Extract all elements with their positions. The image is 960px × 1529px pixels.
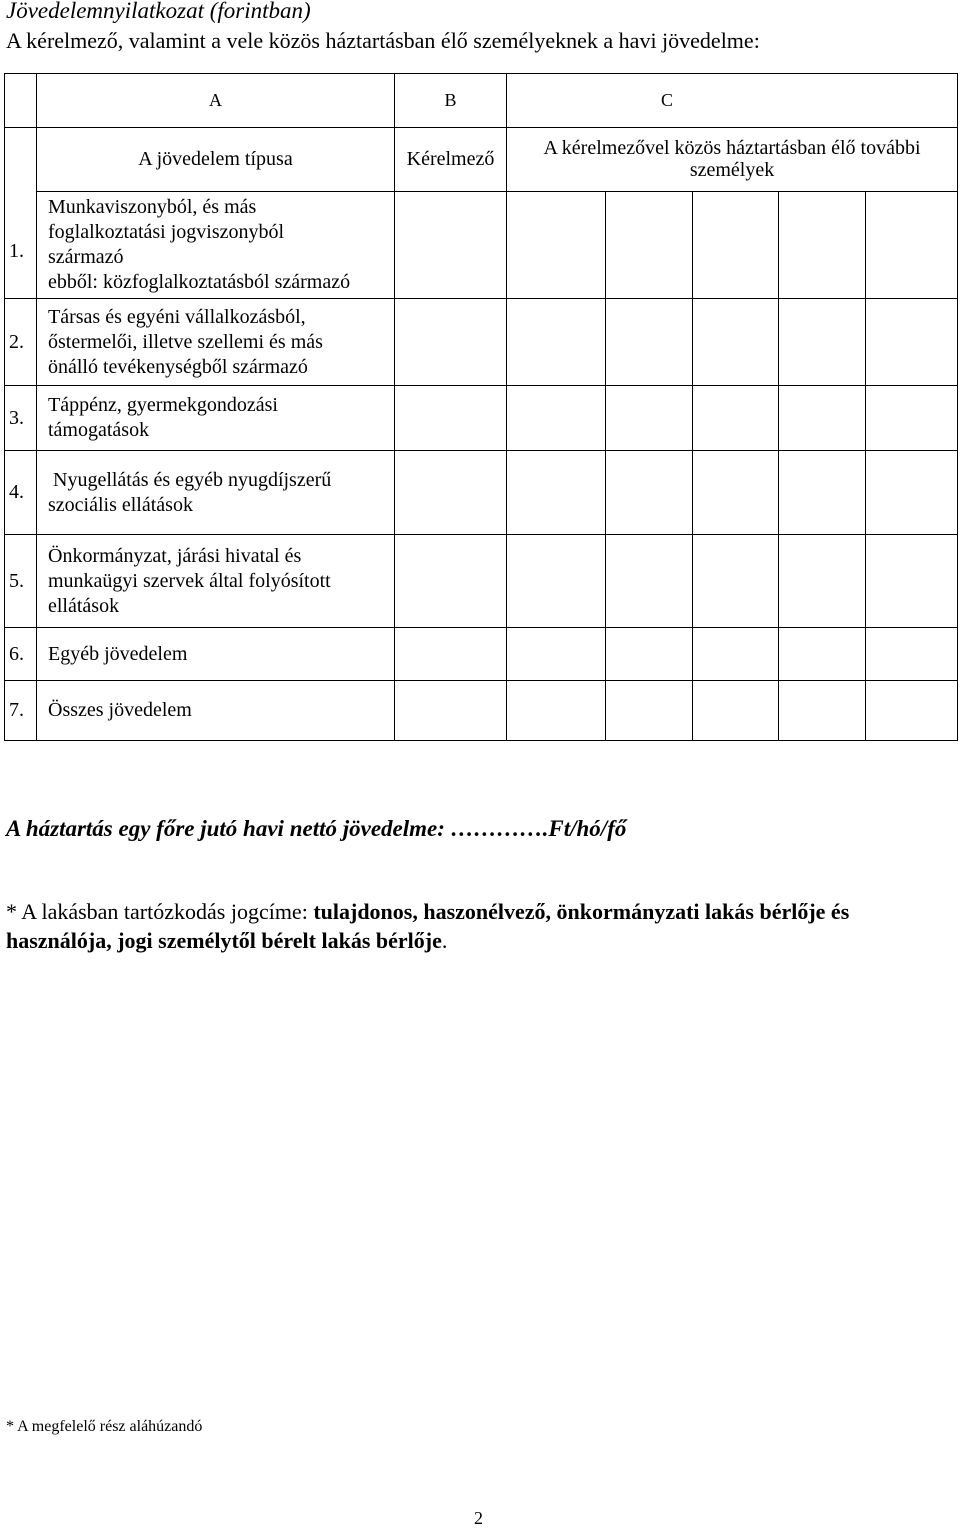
income-type-5-line: Önkormányzat, járási hivatal és (48, 544, 302, 567)
household-cell-6-3[interactable] (693, 628, 779, 681)
residence-suffix: . (441, 928, 448, 953)
applicant-cell-2[interactable] (395, 299, 507, 386)
corner-cell (5, 74, 37, 128)
income-type-3-line: támogatások (48, 419, 150, 442)
income-type-4-line: szociális ellátások (48, 493, 193, 516)
page-number: 2 (474, 1508, 483, 1528)
income-type-1-line: ebből: közfoglalkoztatásból származó (48, 270, 351, 293)
household-cell-5-5[interactable] (866, 535, 958, 628)
column-letter-c: C (507, 74, 958, 128)
income-type-4-line: Nyugellátás és egyéb nyugdíjszerű (48, 468, 332, 491)
row-number-7: 7. (5, 681, 37, 741)
residence-options[interactable]: tulajdonos, haszonélvező, önkormányzati lakás bérlője és használója, jogi személytől bérelt lakás bérlője (6, 899, 850, 953)
header-income-type: A jövedelem típusa (37, 127, 395, 191)
row-number-4: 4. (5, 451, 37, 535)
applicant-cell-3[interactable] (395, 386, 507, 451)
income-row-6 (5, 628, 958, 681)
household-cell-1-1[interactable] (507, 191, 606, 298)
income-type-2 (37, 299, 395, 386)
household-cell-4-3[interactable] (693, 451, 779, 535)
income-type-2-line: önálló tevékenységből származó (48, 355, 308, 378)
household-cell-3-1[interactable] (507, 386, 606, 451)
household-cell-5-4[interactable] (779, 535, 866, 628)
applicant-cell-5[interactable] (395, 535, 507, 628)
household-cell-1-3[interactable] (693, 191, 779, 298)
income-type-5 (37, 535, 395, 628)
income-row-3 (5, 386, 958, 451)
income-type-1 (37, 191, 395, 298)
header-applicant: Kérelmező (395, 127, 507, 191)
household-cell-1-4[interactable] (779, 191, 866, 298)
row-number-3: 3. (5, 386, 37, 451)
footnote: * A megfelelő rész aláhúzandó (6, 1418, 203, 1435)
household-cell-5-1[interactable] (507, 535, 606, 628)
household-cell-2-3[interactable] (693, 299, 779, 386)
income-type-1-line: Munkaviszonyból, és más (48, 195, 257, 218)
income-type-6: Egyéb jövedelem (37, 628, 395, 681)
residence-title-statement (6, 897, 956, 955)
household-cell-6-5[interactable] (866, 628, 958, 681)
household-cell-4-5[interactable] (866, 451, 958, 535)
household-cell-7-5[interactable] (866, 681, 958, 741)
income-type-1-line: származó (48, 245, 124, 268)
row-number-2: 2. (5, 299, 37, 386)
header-row (5, 127, 958, 191)
household-cell-3-4[interactable] (779, 386, 866, 451)
household-cell-3-2[interactable] (606, 386, 693, 451)
household-cell-5-3[interactable] (693, 535, 779, 628)
income-row-4 (5, 451, 958, 535)
income-type-3-line: Táppénz, gyermekgondozási (48, 394, 278, 417)
header-household: A kérelmezővel közös háztartásban élő további személyek (507, 127, 958, 191)
document-subtitle: A kérelmező, valamint a vele közös háztartásban élő személyeknek a havi jövedelme: (6, 28, 760, 53)
household-cell-4-1[interactable] (507, 451, 606, 535)
household-cell-1-5[interactable] (866, 191, 958, 298)
household-cell-4-2[interactable] (606, 451, 693, 535)
household-cell-5-2[interactable] (606, 535, 693, 628)
income-row-2 (5, 299, 958, 386)
household-cell-3-5[interactable] (866, 386, 958, 451)
household-cell-7-3[interactable] (693, 681, 779, 741)
household-cell-2-1[interactable] (507, 299, 606, 386)
household-cell-4-4[interactable] (779, 451, 866, 535)
column-letter-b: B (395, 74, 507, 128)
household-cell-6-4[interactable] (779, 628, 866, 681)
residence-prefix: * A lakásban tartózkodás jogcíme: (6, 899, 314, 924)
household-cell-7-1[interactable] (507, 681, 606, 741)
household-cell-7-4[interactable] (779, 681, 866, 741)
row-number-6: 6. (5, 628, 37, 681)
household-cell-2-5[interactable] (866, 299, 958, 386)
income-row-5 (5, 535, 958, 628)
per-capita-income-line: A háztartás egy főre jutó havi nettó jövedelme: ………….Ft/hó/fő (6, 816, 627, 841)
applicant-cell-7[interactable] (395, 681, 507, 741)
household-cell-3-3[interactable] (693, 386, 779, 451)
income-type-4 (37, 451, 395, 535)
row-number-5: 5. (5, 535, 37, 628)
income-type-2-line: őstermelői, illetve szellemi és más (48, 330, 323, 353)
row-number-1: 1. (5, 127, 37, 298)
income-type-3 (37, 386, 395, 451)
applicant-cell-4[interactable] (395, 451, 507, 535)
column-letter-row (5, 74, 958, 128)
income-type-5-line: ellátások (48, 594, 120, 617)
income-row-1 (5, 191, 958, 298)
household-cell-6-1[interactable] (507, 628, 606, 681)
household-cell-2-2[interactable] (606, 299, 693, 386)
household-cell-2-4[interactable] (779, 299, 866, 386)
household-cell-1-2[interactable] (606, 191, 693, 298)
document-title: Jövedelemnyilatkozat (forintban) (6, 0, 311, 23)
income-type-5-line: munkaügyi szervek által folyósított (48, 569, 331, 592)
income-type-1-line: foglalkoztatási jogviszonyból (48, 220, 285, 243)
household-cell-7-2[interactable] (606, 681, 693, 741)
income-type-7: Összes jövedelem (37, 681, 395, 741)
applicant-cell-1[interactable] (395, 191, 507, 298)
household-cell-6-2[interactable] (606, 628, 693, 681)
income-table (4, 73, 958, 741)
column-letter-a: A (37, 74, 395, 128)
income-row-7 (5, 681, 958, 741)
income-type-2-line: Társas és egyéni vállalkozásból, (48, 305, 306, 328)
applicant-cell-6[interactable] (395, 628, 507, 681)
